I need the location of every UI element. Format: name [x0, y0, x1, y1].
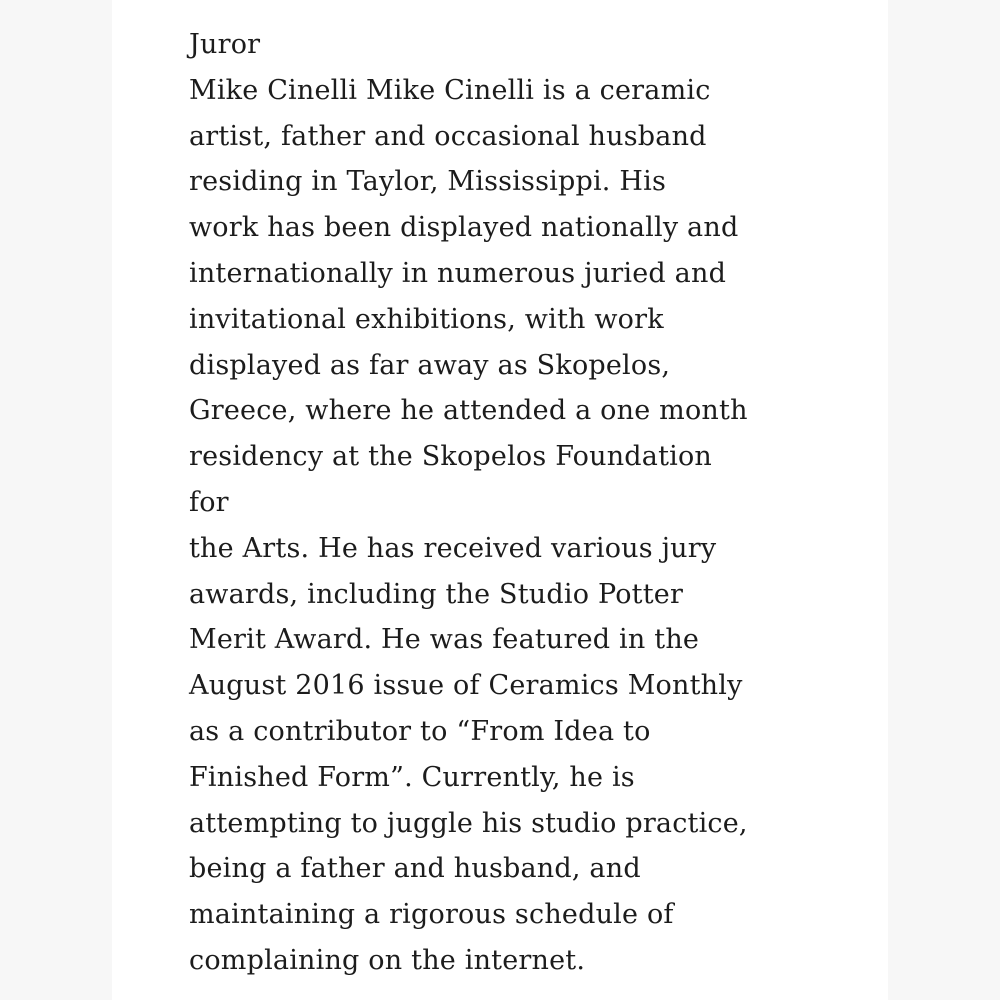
bio-line: complaining on the internet. [189, 944, 586, 976]
bio-line: invitational exhibitions, with work [189, 303, 664, 335]
section-heading: Juror [189, 29, 261, 60]
right-margin [888, 0, 1000, 1000]
bio-line: work has been displayed nationally and [189, 212, 739, 244]
bio-line: Mike Cinelli Mike Cinelli is a ceramic [189, 74, 711, 106]
bio-line: Greece, where he attended a one month [189, 395, 748, 427]
bio-line: for [189, 486, 229, 518]
bio-line: being a father and husband, and [189, 853, 641, 885]
bio-line: Finished Form”. Currently, he is [189, 761, 635, 793]
bio-line: maintaining a rigorous schedule of [189, 899, 674, 931]
bio-line: residency at the Skopelos Foundation [189, 441, 713, 473]
bio-line: Merit Award. He was featured in the [189, 624, 700, 656]
juror-bio-block [189, 22, 869, 984]
bio-line: internationally in numerous juried and [189, 257, 727, 289]
bio-line: displayed as far away as Skopelos, [189, 349, 671, 381]
bio-line: August 2016 issue of Ceramics Monthly [189, 670, 743, 702]
bio-line: attempting to juggle his studio practice, [189, 807, 748, 839]
bio-line: artist, father and occasional husband [189, 120, 707, 152]
bio-line: residing in Taylor, Mississippi. His [189, 166, 666, 198]
bio-line: as a contributor to “From Idea to [189, 715, 651, 747]
left-margin [0, 0, 112, 1000]
bio-line: the Arts. He has received various jury [189, 532, 717, 564]
bio-line: awards, including the Studio Potter [189, 578, 684, 610]
